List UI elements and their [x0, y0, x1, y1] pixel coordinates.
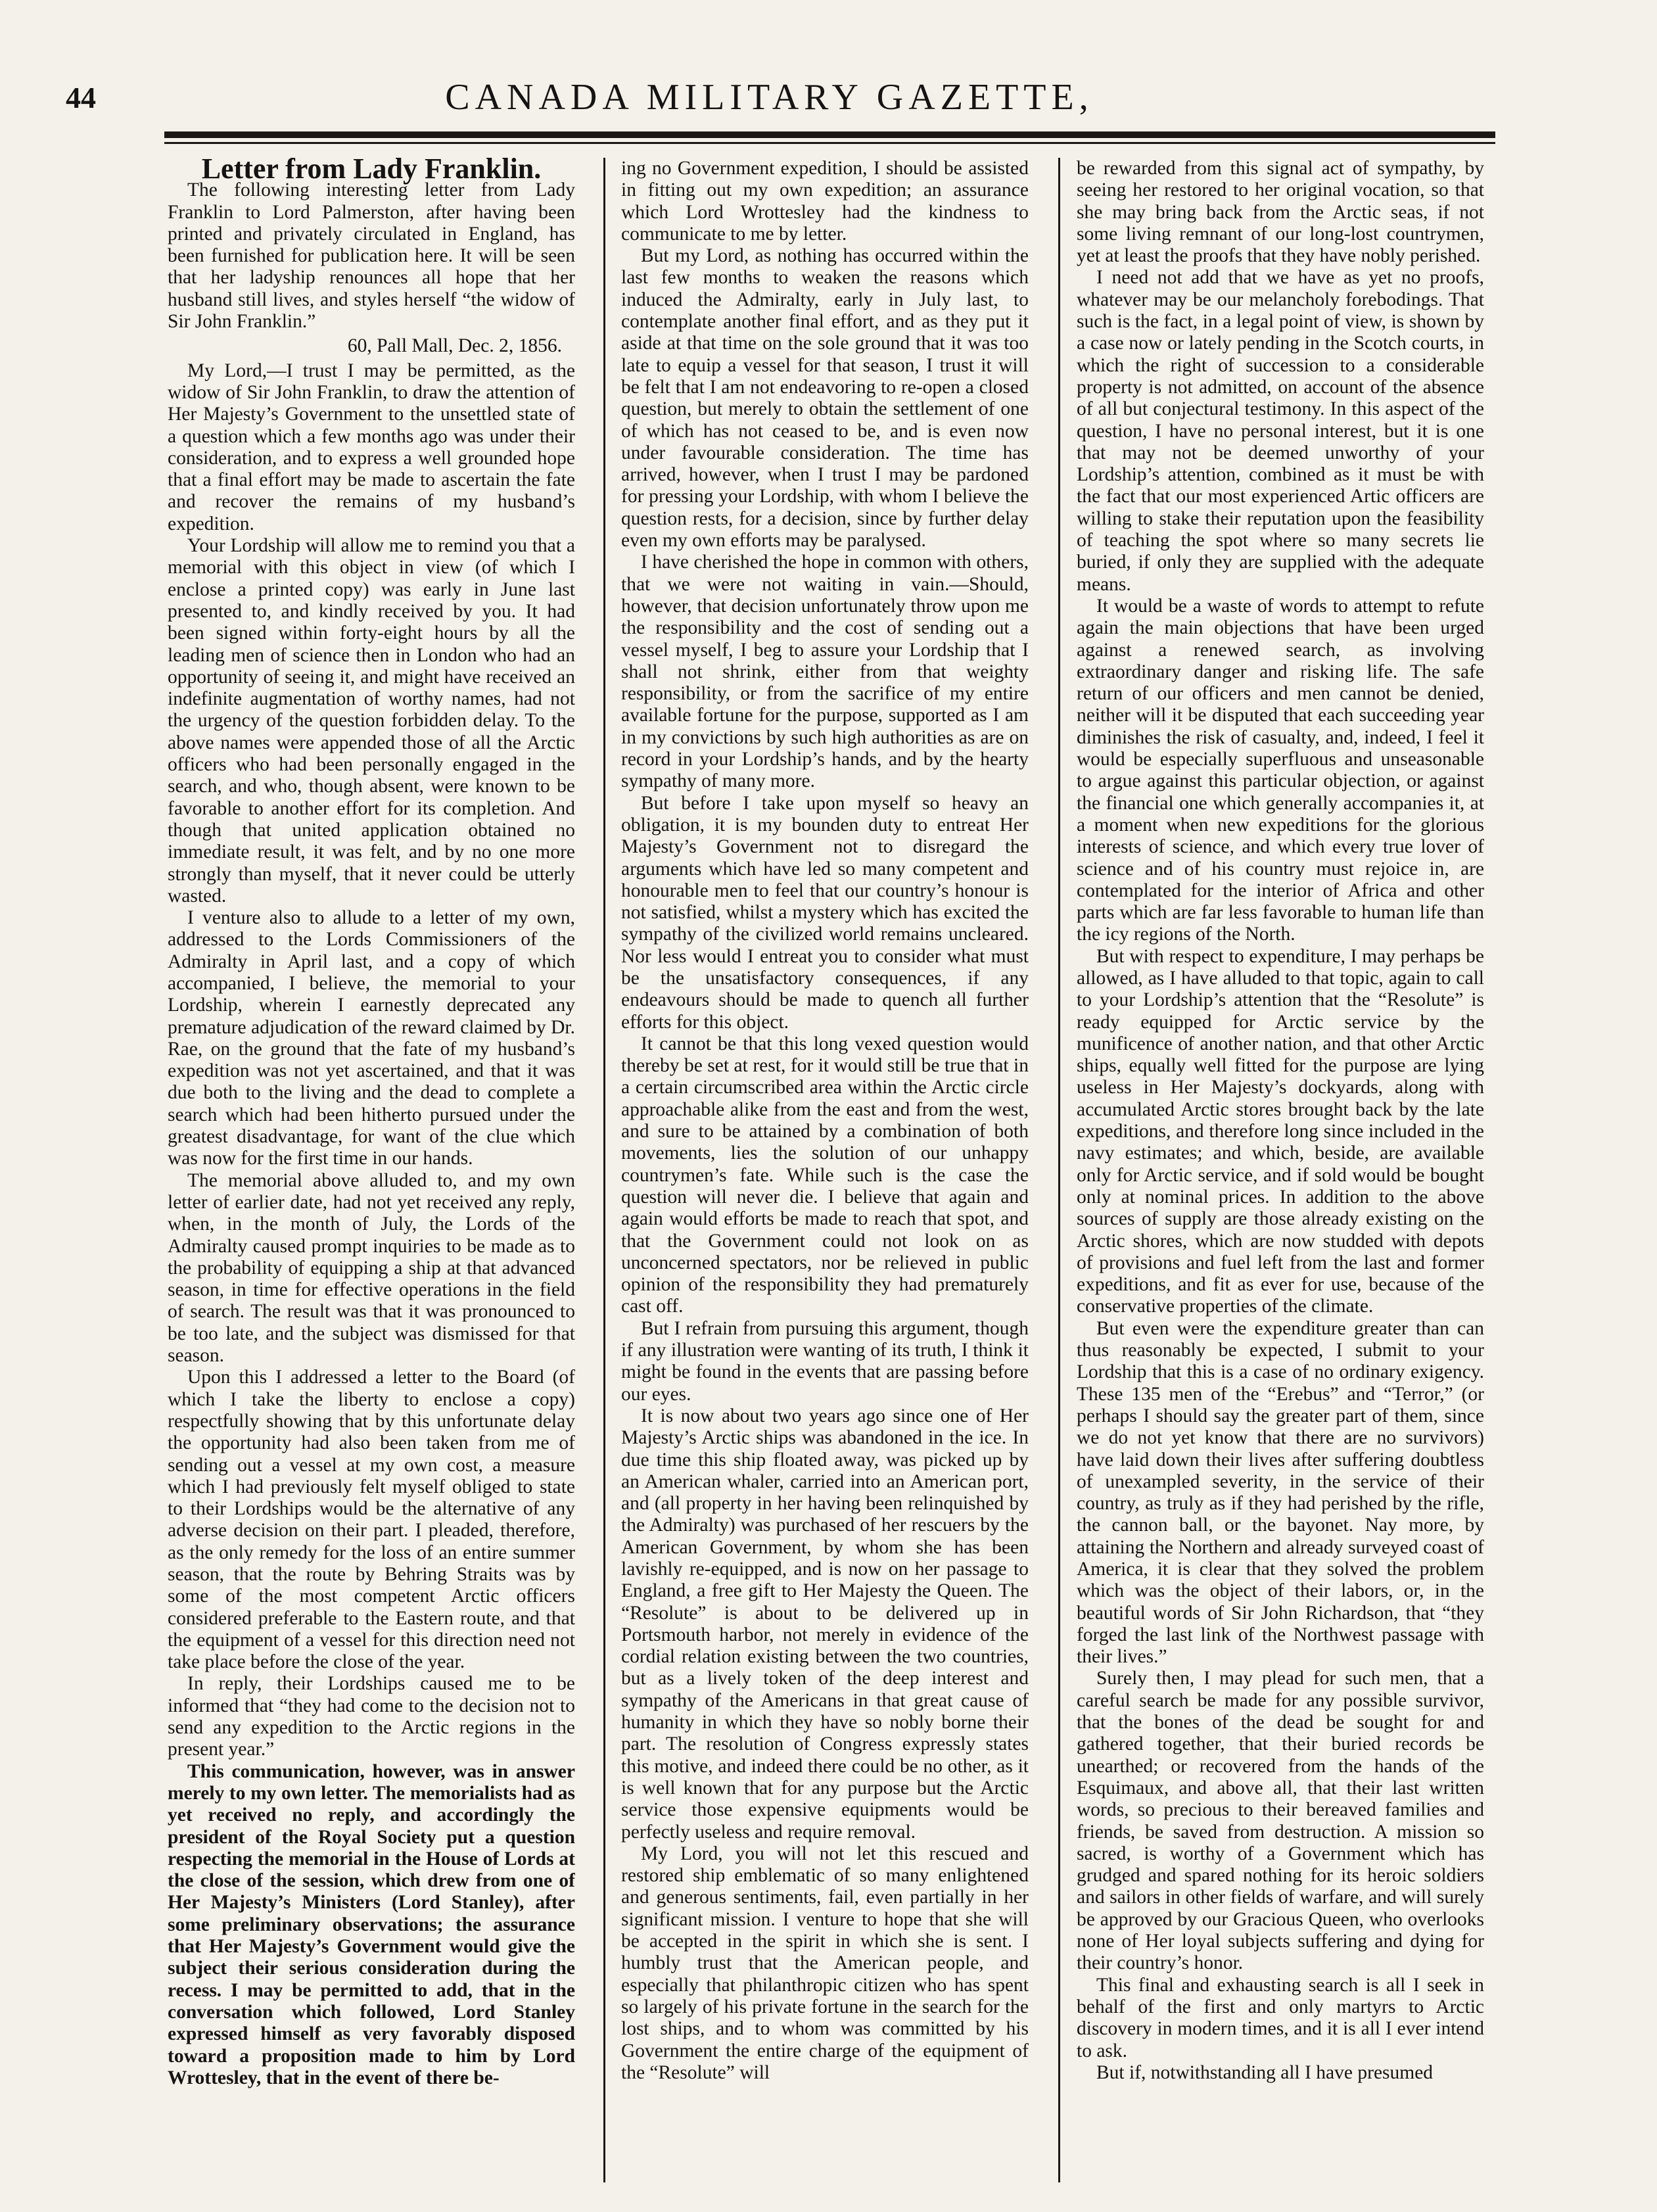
masthead [46, 74, 1493, 126]
column-1 [168, 158, 575, 2196]
paragraph: Upon this I addressed a letter to the Board (of which I take the liberty to enclose a copy) respectfully showing that by this unfortunate delay the opportunity had also been taken from me of sending out a vessel at my own cost, a measure which I had previously felt myself obliged to state to their Lordships would be the alternative of any adverse decision on their part. I pleaded, therefore, as the only remedy for the loss of an entire summer season, that the route by Behring Straits was by some of the most competent Arctic officers considered preferable to the Eastern route, and that the equipment of a vessel for this direction need not take place before the close of the year. [168, 1367, 575, 1673]
header-rule-thin [164, 142, 1495, 144]
paragraph: But I refrain from pursuing this argument, though if any illustration were wanting of its truth, I think it might be found in the events that are passing before our eyes. [621, 1317, 1029, 1405]
paragraph: It would be a waste of words to attempt to refute again the main objections that have been urged against a renewed search, as involving extraordinary danger and risking life. The safe return of our officers and men cannot be denied, neither will it be disputed that each succeeding year diminishes the risk of casualty, and, indeed, I feel it would be especially superfluous and unseasonable to argue against this particular objection, or against the financial one which generally accompanies it, at a moment when new expeditions for the glorious interests of science, and which every true lover of science and of his country must rejoice in, are contemplated for the interior of Africa and other parts which are far less favorable to human life than the icy regions of the North. [1077, 595, 1484, 945]
paragraph: But with respect to expenditure, I may perhaps be allowed, as I have alluded to that topic, again to call to your Lordship’s attention that the “Resolute” is ready equipped for Arctic service by the munificence of another nation, and that other Arctic ships, equally well fitted for the purpose are lying useless in Her Majesty’s dockyards, along with accumulated Arctic stores brought back by the late expeditions, and therefore long since included in the navy estimates; and which, beside, are available only for Arctic service, and if sold would be bought only at nominal prices. In addition to the above sources of supply are those already existing on the Arctic shores, which are now studded with depots of provisions and fuel left from the last and former expeditions, and fit as ever for use, because of the conservative properties of the climate. [1077, 945, 1484, 1317]
article-headline: Letter from Lady Franklin. [201, 158, 542, 185]
paragraph: be rewarded from this signal act of sympathy, by seeing her restored to her original vocation, so that she may bring back from the Arctic seas, if not some living remnant of our long-lost countrymen, yet at least the proofs that they have nobly perished. [1077, 158, 1484, 267]
paragraph: It cannot be that this long vexed question would thereby be set at rest, for it would still be true that in a certain circumscribed area within the Arctic circle approachable alike from the east and from the west, and sure to be attained by a combination of both movements, lies the solution of our unhappy countrymen’s fate. While such is the case the question will never die. I believe that again and again would efforts be made to reach that spot, and that the Government could not look on as unconcerned spectators, nor be relieved in public opinion of the responsibility they had prematurely cast off. [621, 1033, 1029, 1317]
paragraph: The memorial above alluded to, and my own letter of earlier date, had not yet received any reply, when, in the month of July, the Lords of the Admiralty caused prompt inquiries to be made as to the probability of equipping a ship at that advanced season, in time for effective operations in the field of search. The result was that it was pronounced to be too late, and the subject was dismissed for that season. [168, 1169, 575, 1367]
column-2 [621, 158, 1029, 2196]
paragraph: It is now about two years ago since one of Her Majesty’s Arctic ships was abandoned in the ice. In due time this ship floated away, was picked up by an American whaler, carried into an American port, and (all property in her having been relinquished by the Admiralty) was purchased of her rescuers by the American Government, by whom she has been lavishly re-equipped, and is now on her passage to England, a free gift to Her Majesty the Queen. The “Resolute” is about to be delivered up in Portsmouth harbor, not merely in evidence of the cordial relation existing between the two countries, but as a lively token of the deep interest and sympathy of the Americans in that great cause of humanity in which they have so nobly borne their part. The resolution of Congress expressly states this motive, and indeed there could be no other, as it is well known that for any purpose but the Arctic service those expensive equipments would be perfectly useless and require removal. [621, 1405, 1029, 1843]
paragraph: My Lord,—I trust I may be permitted, as the widow of Sir John Franklin, to draw the attention of Her Majesty’s Government to the unsettled state of a question which a few months ago was under their consideration, and to express a well grounded hope that a final effort may be made to ascertain the fate and recover the remains of my husband’s expedition. [168, 360, 575, 534]
paragraph: But before I take upon myself so heavy an obligation, it is my bounden duty to entreat Her Majesty’s Government not to disregard the arguments which have led so many competent and honourable men to feel that our country’s honour is not satisfied, whilst a mystery which has excited the sympathy of the civilized world remains uncleared. Nor less would I entreat you to consider what must be the unsatisfactory consequences, if any endeavours should be made to quench all further efforts for this object. [621, 792, 1029, 1033]
paragraph: But my Lord, as nothing has occurred within the last few months to weaken the reasons which induced the Admiralty, early in July last, to contemplate another final effort, and as they put it aside at that time on the sole ground that it was too late to equip a vessel for that season, I trust it will be felt that I am not endeavoring to re-open a closed question, but merely to obtain the settlement of one of which has not ceased to be, and is even now under favourable consideration. The time has arrived, however, when I trust I may be pardoned for pressing your Lordship, with whom I believe the question rests, for a decision, since by further delay even my own efforts may be paralysed. [621, 245, 1029, 552]
paragraph: In reply, their Lordships caused me to be informed that “they had come to the decision not to send any expedition to the Arctic regions in the present year.” [168, 1673, 575, 1760]
column-3 [1077, 158, 1484, 2196]
paragraph: Your Lordship will allow me to remind you that a memorial with this object in view (of which I enclose a printed copy) was early in June last presented to, and kindly received by you. It had been signed within forty-eight hours by all the leading men of science then in London who had an opportunity of seeing it, and might have received an indefinite augmentation of worthy names, had not the urgency of the question forbidden delay. To the above names were appended those of all the Arctic officers who had been personally engaged in the search, and who, though absent, were known to be favorable to another effort for its completion. And though that united application obtained no immediate result, it was felt, and by no one more strongly than myself, that it never could be utterly wasted. [168, 535, 575, 906]
article-intro: The following interesting letter from Lady Franklin to Lord Palmerston, after having been printed and privately circulated in England, has been furnished for publication here. It will be seen that her ladyship renounces all hope that her husband still lives, and styles herself “the widow of Sir John Franklin.” [168, 179, 575, 333]
paragraph: This communication, however, was in answer merely to my own letter. The memorialists had as yet received no reply, and accordingly the president of the Royal Society put a question respecting the memorial in the House of Lords at the close of the session, which drew from one of Her Majesty’s Ministers (Lord Stanley), after some preliminary observations; the assurance that Her Majesty’s Government would give the subject their serious consideration during the recess. I may be permitted to add, that in the conversation which followed, Lord Stanley expressed himself as very favorably disposed toward a proposition made to him by Lord Wrottesley, that in the event of there be- [168, 1760, 575, 2088]
paragraph: But if, notwithstanding all I have presumed [1096, 2061, 1434, 2083]
paragraph: I have cherished the hope in common with others, that we were not waiting in vain.—Should, however, that decision unfortunately throw upon me the responsibility and the cost of sending out a vessel myself, I beg to assure your Lordship that I shall not shrink, either from that weighty responsibility, or from the sacrifice of my entire available fortune for the purpose, supported as I am in my convictions by such high authorities as are on record in your Lordship’s hands, and by the hearty sympathy of many more. [621, 552, 1029, 792]
paragraph: This final and exhausting search is all I seek in behalf of the first and only martyrs to Arctic discovery in modern times, and it is all I ever intend to ask. [1077, 1974, 1484, 2061]
paragraph: My Lord, you will not let this rescued and restored ship emblematic of so many enlightened and generous sentiments, fail, even partially in her significant mission. I venture to hope that she will be accepted in the spirit in which she is sent. I humbly trust that the American people, and especially that philanthropic citizen who has spent so largely of his private fortune in the search for the lost ships, and to whom was committed by his Government the entire charge of the equipment of the “Resolute” will [621, 1843, 1029, 2083]
page-number: 44 [66, 81, 96, 114]
column-divider [603, 158, 605, 2182]
paragraph: I venture also to allude to a letter of my own, addressed to the Lords Commissioners of the Admiralty in April last, and a copy of which accompanied, I believe, the memorial to your Lordship, wherein I earnestly deprecated any premature adjudication of the reward claimed by Dr. Rae, on the ground that the fate of my husband’s expedition was not yet ascertained, and that it was due both to the living and the dead to complete a search which had been hitherto pursued under the greatest disadvantage, for want of the clue which was now for the first time in our hands. [168, 907, 575, 1169]
paragraph: I need not add that we have as yet no proofs, whatever may be our melancholy forebodings. That such is the fact, in a legal point of view, is shown by a case now or lately pending in the Scotch courts, in which the right of succession to a considerable property is not admitted, on account of the absence of all but conjectural testimony. In this aspect of the question, I have no personal interest, but it is one that may not be deemed unworthy of your Lordship’s attention, combined as it must be with the fact that our most experienced Artic officers are willing to stake their reputation upon the feasibility of teaching the spot where so many secrets lie buried, if only they are supplied with the adequate means. [1077, 267, 1484, 595]
journal-title: CANADA MILITARY GAZETTE, [445, 77, 1094, 118]
paragraph: But even were the expenditure greater than can thus reasonably be expected, I submit to your Lordship that this is a case of no ordinary exigency. These 135 men of the “Erebus” and “Terror,” (or perhaps I should say the greater part of them, since we do not yet know that there are no survivors) have laid down their lives after suffering doubtless of unexampled severity, in the service of their country, as truly as if they had perished by the rifle, the cannon ball, or the bayonet. Nay more, by attaining the Northern and already surveyed coast of America, it is clear that they solved the problem which was the object of their labors, or, in the beautiful words of Sir John Richardson, that “they forged the last link of the Northwest passage with their lives.” [1077, 1317, 1484, 1668]
column-divider [1058, 158, 1060, 2182]
header-rule-thick [164, 131, 1495, 138]
paragraph: Surely then, I may plead for such men, that a careful search be made for any possible survivor, that the bones of the dead be sought for and gathered together, that their buried records be unearthed; or recovered from the hands of the Esquimaux, and above all, that their last written words, so precious to their bereaved families and friends, be saved from destruction. A mission so sacred, is worthy of a Government which has grudged and spared nothing for its heroic soldiers and sailors in other fields of warfare, and will surely be approved by our Gracious Queen, who overlooks none of Her loyal subjects suffering and dying for their country’s honor. [1077, 1668, 1484, 1974]
paragraph: ing no Government expedition, I should be assisted in fitting out my own expedition; an assurance which Lord Wrottesley had the kindness to communicate to me by letter. [621, 158, 1029, 245]
letter-dateline: 60, Pall Mall, Dec. 2, 1856. [347, 335, 562, 357]
